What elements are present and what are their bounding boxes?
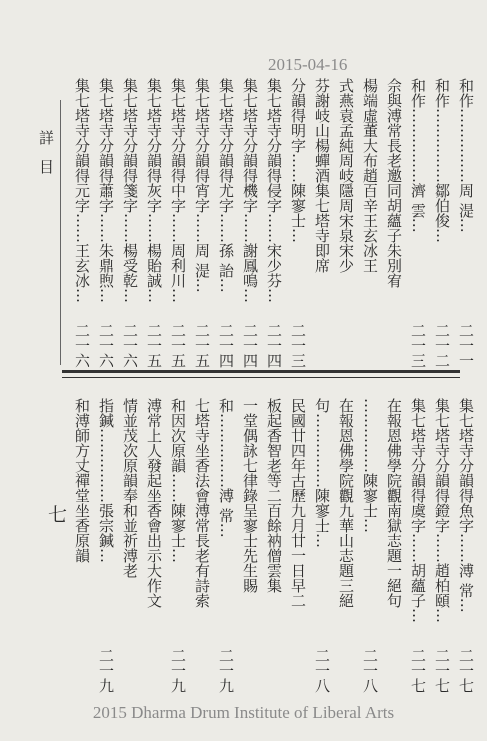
divider-rule [62, 370, 460, 373]
entry-page: 二一四 [217, 323, 235, 368]
toc-entry [290, 398, 305, 693]
entry-title: 和溥師方丈禪堂坐香原韻 [73, 398, 91, 563]
entry-title: 一堂偶詠七律錄呈寥士先生賜 [241, 398, 259, 593]
entry-page: 二一三 [289, 323, 307, 368]
entry-title: 集七塔寺分韻得元字……王玄冰… [73, 78, 91, 303]
toc-entry [98, 78, 113, 368]
entry-page: 二一七 [457, 648, 475, 693]
toc-entry [74, 78, 89, 368]
folio-number: 七 [48, 504, 68, 526]
toc-entry [170, 398, 185, 693]
entry-page: 二一六 [97, 323, 115, 368]
entry-title: 溥常上人發起坐香會出示大作文 [145, 398, 163, 608]
section-rule [60, 100, 61, 365]
toc-entry [194, 78, 209, 368]
entry-title: 集七塔寺分韻得箋字……楊受乾… [121, 78, 139, 303]
entry-title: 七塔寺坐香法會溥常長老有詩索 [193, 398, 211, 608]
toc-entry [242, 78, 257, 368]
entry-title: 民國廿四年古歷九月廿一日早二 [289, 398, 307, 608]
entry-title: 集七塔寺分韻得魚字……溥 常… [457, 398, 475, 613]
entry-title: 集七塔寺分韻得鐙字……趙柏頤… [433, 398, 451, 623]
entry-page: 二一五 [169, 323, 187, 368]
toc-entry [146, 78, 161, 368]
entry-title: 分韻得明字……陳寥士… [289, 78, 307, 243]
toc-entry [194, 398, 209, 693]
toc-entry [170, 78, 185, 368]
entry-page: 二一八 [361, 648, 379, 693]
entry-title: 集七塔寺分韻得虞字……胡蘊子… [409, 398, 427, 623]
entry-title: 和作……………濟 雲… [409, 78, 427, 233]
entry-page: 二一八 [313, 648, 331, 693]
entry-page: 二一九 [217, 648, 235, 693]
toc-entry [146, 398, 161, 693]
entry-page: 二一三 [409, 323, 427, 368]
toc-entry [266, 398, 281, 693]
entry-title: 情並茂次原韻奉和並祈溥老 [121, 398, 139, 578]
toc-entry [98, 398, 113, 693]
entry-title: 指鍼……………張宗鍼… [97, 398, 115, 563]
toc-entry [122, 78, 137, 368]
entry-title: 集七塔寺分韻得尤字……孫 詒… [217, 78, 235, 293]
entry-title: 集七塔寺分韻得機字……謝鳳鳴… [241, 78, 259, 303]
toc-entry [266, 78, 281, 368]
toc-entry [338, 78, 353, 368]
entry-page: 二一五 [193, 323, 211, 368]
contents-lower [0, 398, 487, 693]
entry-title: 和作……………周 湜… [457, 78, 475, 233]
entry-title: ……………陳寥士… [361, 398, 379, 533]
toc-entry [458, 78, 473, 368]
entry-page: 二一七 [433, 648, 451, 693]
entry-title: 佘與溥常長老邀同胡蘊子朱別宥 [385, 78, 403, 288]
entry-page: 二一二 [433, 323, 451, 368]
entry-title: 和因次原韻……陳寥士… [169, 398, 187, 563]
entry-title: 在報恩佛學院觀九華山志題三絕 [337, 398, 355, 608]
entry-page: 二一九 [169, 648, 187, 693]
toc-entry [338, 398, 353, 693]
entry-page: 二一四 [265, 323, 283, 368]
entry-title: 在報恩佛學院觀南獄志題一絕句 [385, 398, 403, 608]
watermark-footer: 2015 Dharma Drum Institute of Liberal Arts [92, 703, 395, 722]
entry-title: 芬謝岐山楊蟬酒集七塔寺即席 [313, 78, 331, 273]
entry-page: 二一四 [241, 323, 259, 368]
toc-entry [74, 398, 89, 693]
entry-title: 式燕袁孟純周岐隱周宋泉宋少 [337, 78, 355, 273]
entry-title: 句……………陳寥士… [313, 398, 331, 548]
entry-page: 二一五 [145, 323, 163, 368]
entry-title: 板起香智老等二百餘衲僧雲集 [265, 398, 283, 593]
entry-title: 和……………溥 常… [217, 398, 235, 538]
toc-entry [434, 78, 449, 368]
entry-title: 楊端虛董大布趙百辛王玄冰王 [361, 78, 379, 273]
contents-upper [0, 78, 487, 368]
date-stamp: 2015-04-16 [268, 55, 348, 74]
toc-entry [314, 398, 329, 693]
toc-entry [458, 398, 473, 693]
toc-entry [122, 398, 137, 693]
toc-entry [218, 78, 233, 368]
toc-entry [362, 78, 377, 368]
entry-title: 和作……………鄒伯俊… [433, 78, 451, 243]
toc-entry [242, 398, 257, 693]
toc-entry [290, 78, 305, 368]
entry-title: 集七塔寺分韻得宵字……周 湜… [193, 78, 211, 293]
entry-title: 集七塔寺分韻得蕭字……朱鼎煦… [97, 78, 115, 303]
toc-entry [386, 78, 401, 368]
toc-entry [410, 398, 425, 693]
entry-page: 二一六 [121, 323, 139, 368]
entry-title: 集七塔寺分韻得侵字……宋少芬… [265, 78, 283, 303]
entry-page: 二一六 [73, 323, 91, 368]
toc-entry [386, 398, 401, 693]
entry-page: 二一九 [97, 648, 115, 693]
toc-entry [314, 78, 329, 368]
toc-entry [362, 398, 377, 693]
toc-entry [434, 398, 449, 693]
entry-title: 集七塔寺分韻得中字……周利川… [169, 78, 187, 303]
divider-rule [62, 377, 460, 378]
toc-entry [410, 78, 425, 368]
entry-page: 二一一 [457, 323, 475, 368]
toc-entry [218, 398, 233, 693]
entry-page: 二一七 [409, 648, 427, 693]
section-title: 詳目 [37, 130, 55, 188]
entry-title: 集七塔寺分韻得灰字……楊貽誠… [145, 78, 163, 303]
